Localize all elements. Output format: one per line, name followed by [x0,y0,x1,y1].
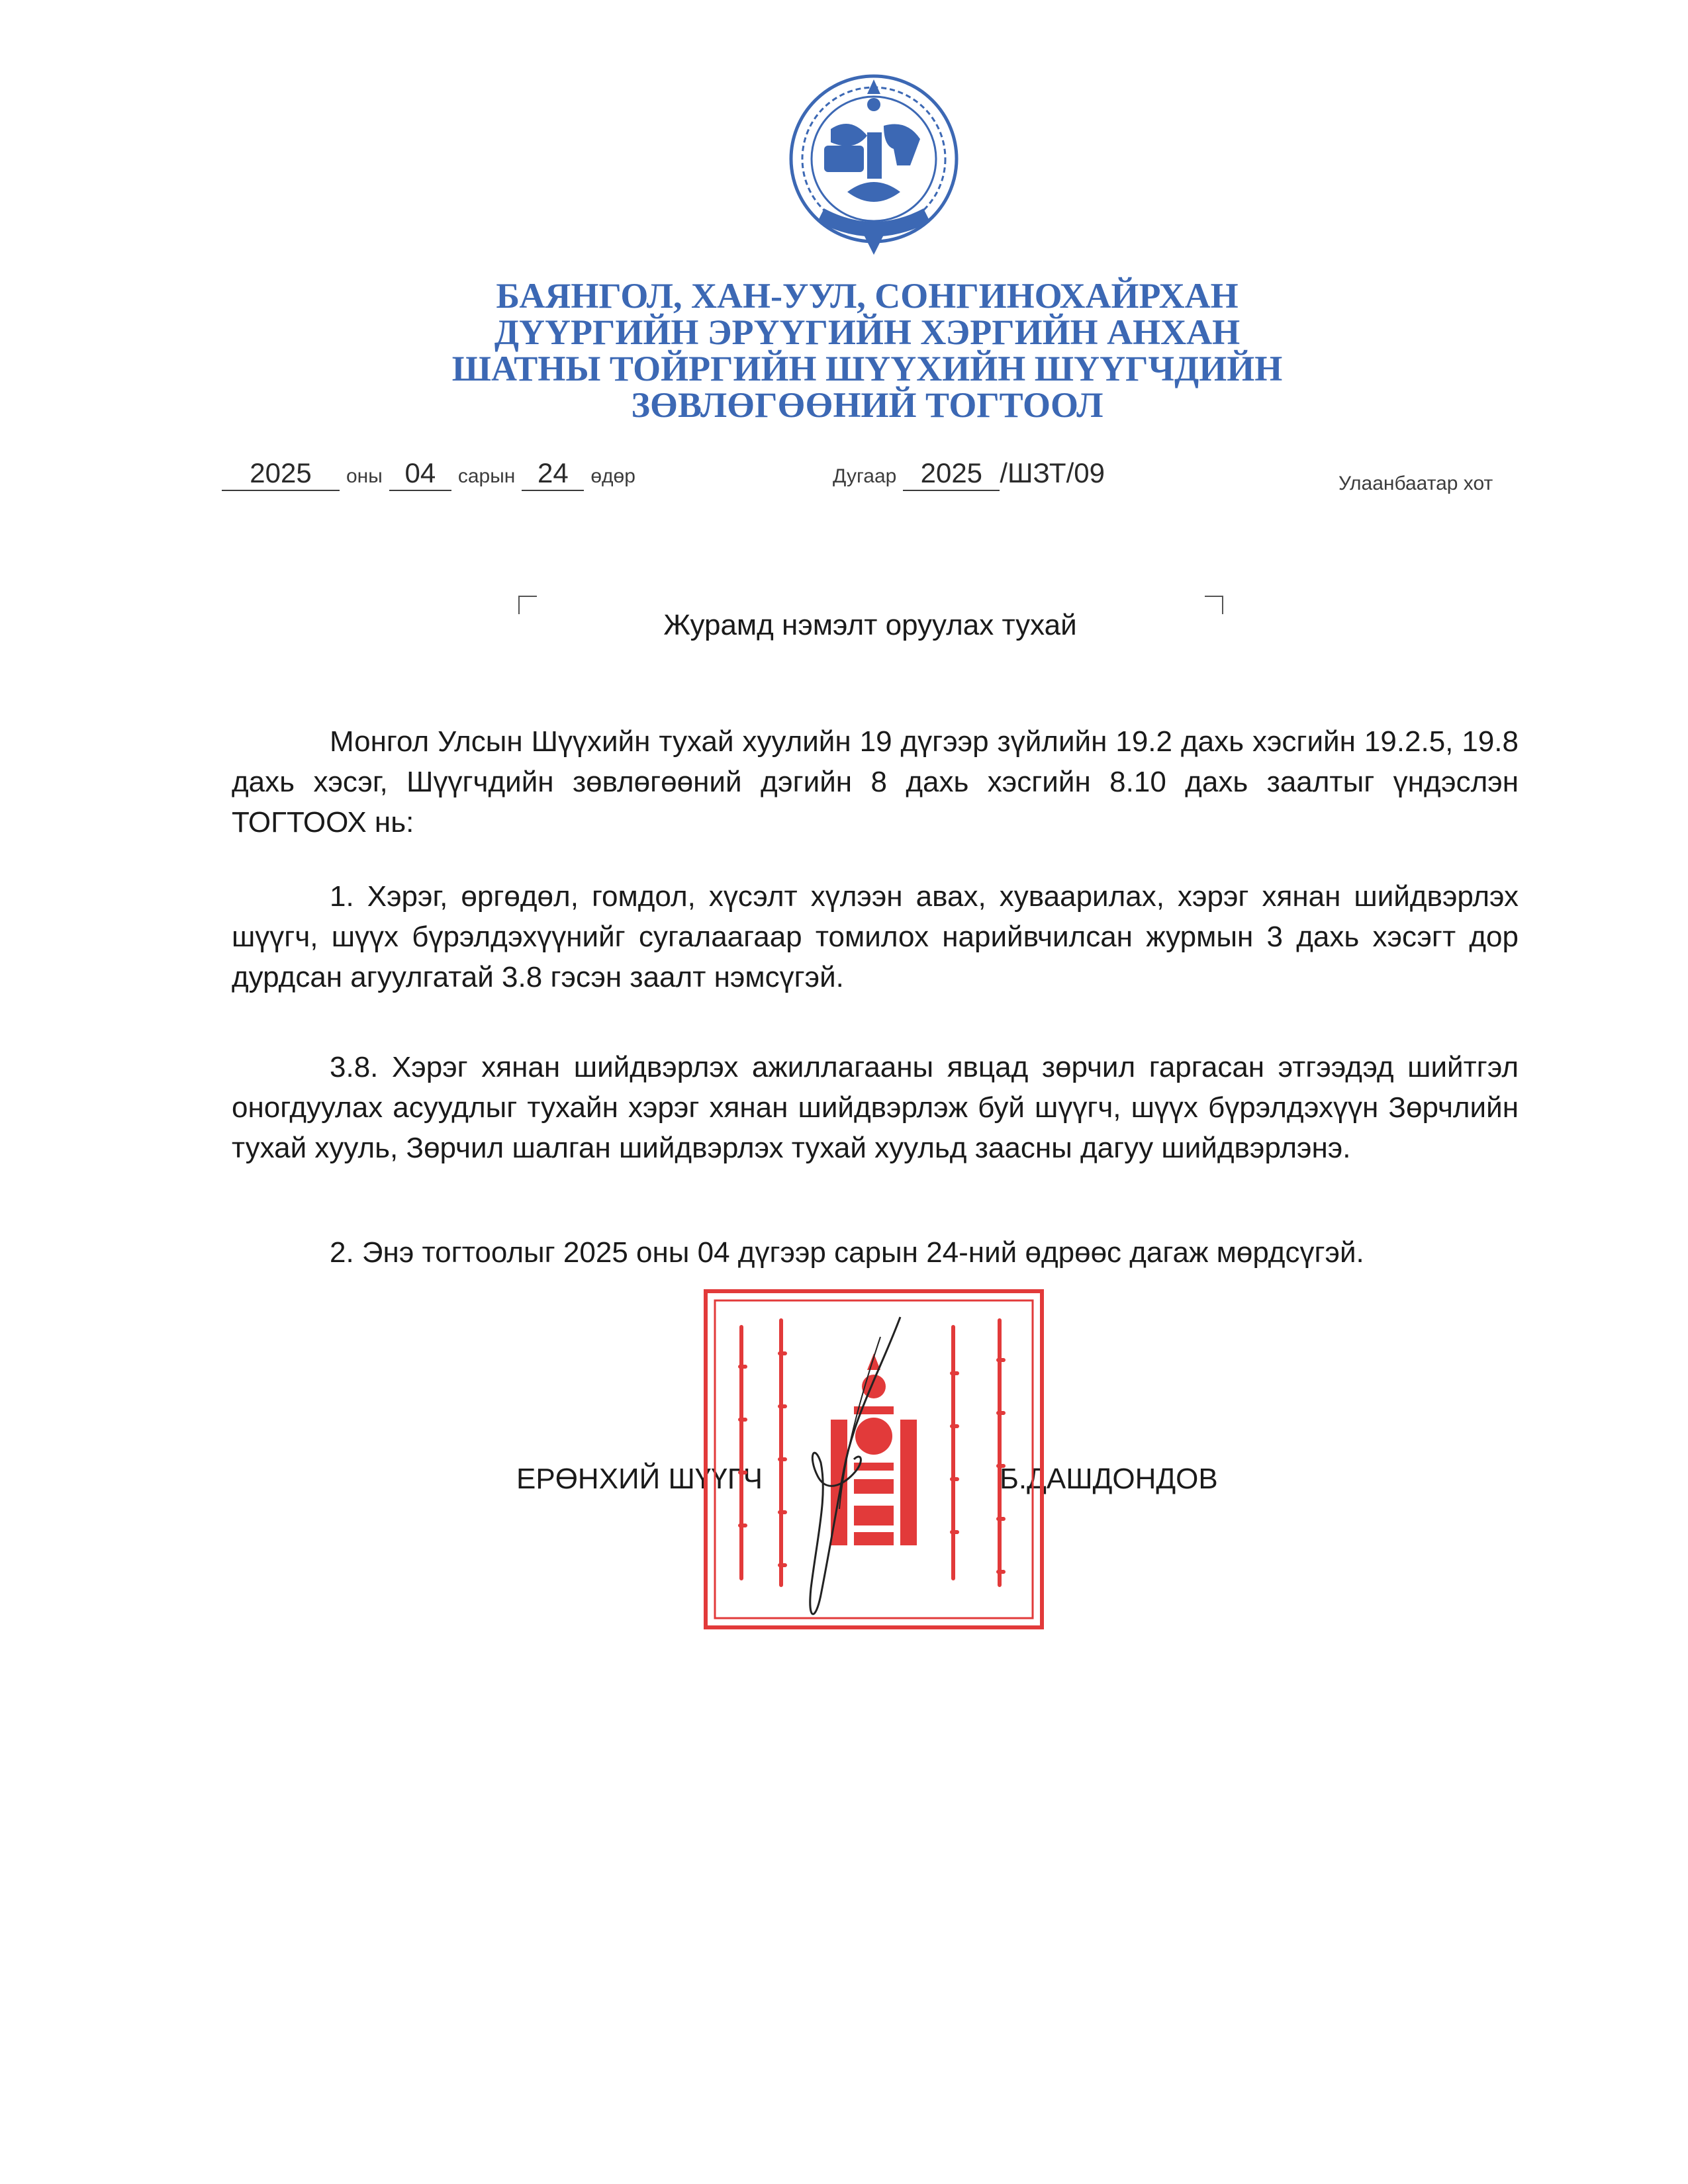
day-label: өдөр [590,465,635,487]
title-line: ДҮҮРГИЙН ЭРҮҮГИЙН ХЭРГИЙН АНХАН [494,312,1241,352]
paragraph-text: 3.8. Хэрэг хянан шийдвэрлэх ажиллагааны явцад зөрчил гаргасан этгээдэд шийтгэл оногдуулах асуудлыг тухайн хэрэг хянан шийдвэрлэж буй шүүгч, шүүх бүрэлдэхүүн Зөрчлийн тухай хууль, Зөрчил шалган шийдвэрлэх тухай хуульд заасны дагуу шийдвэрлэнэ. [232,1051,1519,1164]
paragraph [232,721,1519,842]
document-subject: Журамд нэмэлт оруулах тухай [663,609,1077,641]
state-emblem-icon [784,66,963,265]
number-prefix: 2025 [903,457,1000,491]
paragraph-text: 1. Хэрэг, өргөдөл, гомдол, хүсэлт хүлээн авах, хуваарилах, хэрэг хянан шийдвэрлэх шүүгч, шүүх бүрэлдэхүүнийг сугалаагаар томилох нарийвчилсан журмын 3 дахь хэсэгт дор дурдсан агуулгатай 3.8 гэсэн заалт нэмсүгэй. [232,880,1519,993]
paragraph [232,1047,1519,1168]
handwritten-signature-icon [781,1310,914,1628]
document-date [222,457,642,491]
organization-title [331,278,1403,424]
number-suffix: /ШЗТ/09 [1000,457,1105,488]
date-year: 2025 [222,457,340,491]
year-label: оны [346,465,383,487]
paragraph-text: Монгол Улсын Шүүхийн тухай хуулийн 19 дүгээр зүйлийн 19.2 дахь хэсгийн 19.2.5, 19.8 дахь хэсэг, Шүүгчдийн зөвлөгөөний дэгийн 8 дахь хэсгийн 8.10 дахь заалтыг үндэслэн ТОГТООХ нь: [232,725,1519,839]
title-line: ШАТНЫ ТОЙРГИЙН ШҮҮХИЙН ШҮҮГЧДИЙН [451,349,1283,388]
signatory-title: ЕРӨНХИЙ ШҮҮГЧ [516,1463,763,1495]
signatory-name: Б.ДАШДОНДОВ [1000,1463,1218,1495]
date-month: 04 [389,457,451,491]
month-label: сарын [457,465,516,487]
document-number [826,457,1105,491]
date-day: 24 [522,457,584,491]
paragraph [232,876,1519,997]
number-label: Дугаар [833,465,897,487]
title-line: БАЯНГОЛ, ХАН-УУЛ, СОНГИНОХАЙРХАН [496,276,1239,316]
document-city: Улаанбаатар хот [1338,473,1493,494]
title-line: ЗӨВЛӨГӨӨНИЙ ТОГТООЛ [631,385,1103,425]
paragraph [232,1232,1519,1273]
paragraph-text: 2. Энэ тогтоолыг 2025 оны 04 дүгээр сарын 24-ний өдрөөс дагаж мөрдсүгэй. [330,1236,1364,1269]
